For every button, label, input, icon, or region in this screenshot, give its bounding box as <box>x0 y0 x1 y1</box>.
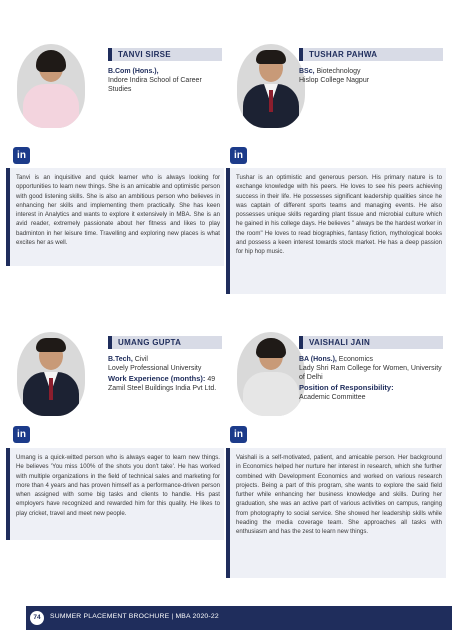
linkedin-icon[interactable]: in <box>230 147 247 164</box>
work-experience-label: Work Experience (months): <box>108 374 206 383</box>
profile-description: Tushar is an optimistic and generous person. His primary nature is to exchange knowledge with his peers. He loves to see his peers achieving success in their life. He possesses significant leadership qualities since he was captain of different sports teams and managing events. He also possesses unique skills regarding plant tissue and microbial culture which he gained in his college days. He believes " always be the hardest worker in the room" He loves to read biographies, fantasy fiction, mythological books and possess a keen interest towards stock market. He has a deep passion for hip hop music. <box>230 168 446 294</box>
profile-description: Tanvi is an inquisitive and quick learner who is always looking for opportunities to learn new things. She is an amicable and optimistic person with good listening skills. She is also an ambitious person who believes in enhancing her skills and implementing them practically. She has keen interest in Analytics and wants to explore it extensively in MBA. She is an avid reader, extremely passionate about her fitness and likes to play badminton in her leisure time. Travelling and exploring new places is what excites her as well. <box>10 168 224 266</box>
profile-degree: B.Com (Hons.), <box>108 68 159 75</box>
profile-degree: B.Tech, <box>108 356 133 363</box>
profile-info <box>108 355 223 393</box>
profile-college: Lovely Professional University <box>108 365 202 372</box>
previous-employer: Zamil Steel Buildings India Pvt Ltd. <box>108 385 217 392</box>
profile-degree: BSc, <box>299 68 315 75</box>
linkedin-icon[interactable]: in <box>13 426 30 443</box>
profile-description: Umang is a quick-witted person who is always eager to learn new things. He believes 'You miss 100% of the shots you don't take'. He has worked with multiple organizations in the field of technical sales and marketing for more than 4 years and has proven himself as a performance-driven person when assigned with some big tasks and clients to handle. His past employers have recognized and rewarded him for this quality. He likes to play cricket, travel and meet new people. <box>10 448 224 540</box>
work-experience-value: 49 <box>205 376 216 383</box>
profile-info <box>108 67 223 94</box>
profile-name: VAISHALI JAIN <box>299 336 443 349</box>
profile-card-umang-gupta <box>10 328 223 423</box>
responsibility-label: Position of Responsibility: <box>299 383 394 392</box>
profile-degree-extra: Civil <box>132 356 148 363</box>
profile-name: UMANG GUPTA <box>108 336 222 349</box>
profile-degree: BA (Hons.), <box>299 356 337 363</box>
profile-name: TUSHAR PAHWA <box>299 48 443 61</box>
profile-photo <box>10 40 92 132</box>
page-number: 74 <box>30 611 44 625</box>
profile-description: Vaishali is a self-motivated, patient, and amicable person. Her background in Economics helped her nurture her interest in research, which she further combined with Development Economics and worked on various research projects. Being a part of this program, she wants to explore the said field further while enhancing her business knowledge and skills. During her graduation, she was an active part of various activities on campus, ranging from photography to social service. She showed her leadership skills while heading the media coverage team. She approaches all tasks with enthusiasm and has the zest to learn new things. <box>230 448 446 578</box>
profile-college: Lady Shri Ram College for Women, University of Delhi <box>299 365 442 381</box>
profile-photo <box>10 328 92 420</box>
linkedin-icon[interactable]: in <box>230 426 247 443</box>
responsibility-value: Academic Committee <box>299 394 366 401</box>
profile-college: Indore Indira School of Career Studies <box>108 77 202 93</box>
profile-college: Hislop College Nagpur <box>299 77 370 84</box>
profile-card-tushar-pahwa <box>230 40 443 135</box>
profile-info <box>299 67 443 85</box>
profile-name: TANVI SIRSE <box>108 48 222 61</box>
profile-card-tanvi-sirse <box>10 40 223 135</box>
profile-info <box>299 355 443 402</box>
footer-title: SUMMER PLACEMENT BROCHURE | MBA 2020-22 <box>50 613 219 620</box>
profile-degree-extra: Economics <box>336 356 374 363</box>
profile-card-vaishali-jain <box>230 328 443 423</box>
linkedin-icon[interactable]: in <box>13 147 30 164</box>
profile-degree-extra: Biotechnology <box>314 68 361 75</box>
